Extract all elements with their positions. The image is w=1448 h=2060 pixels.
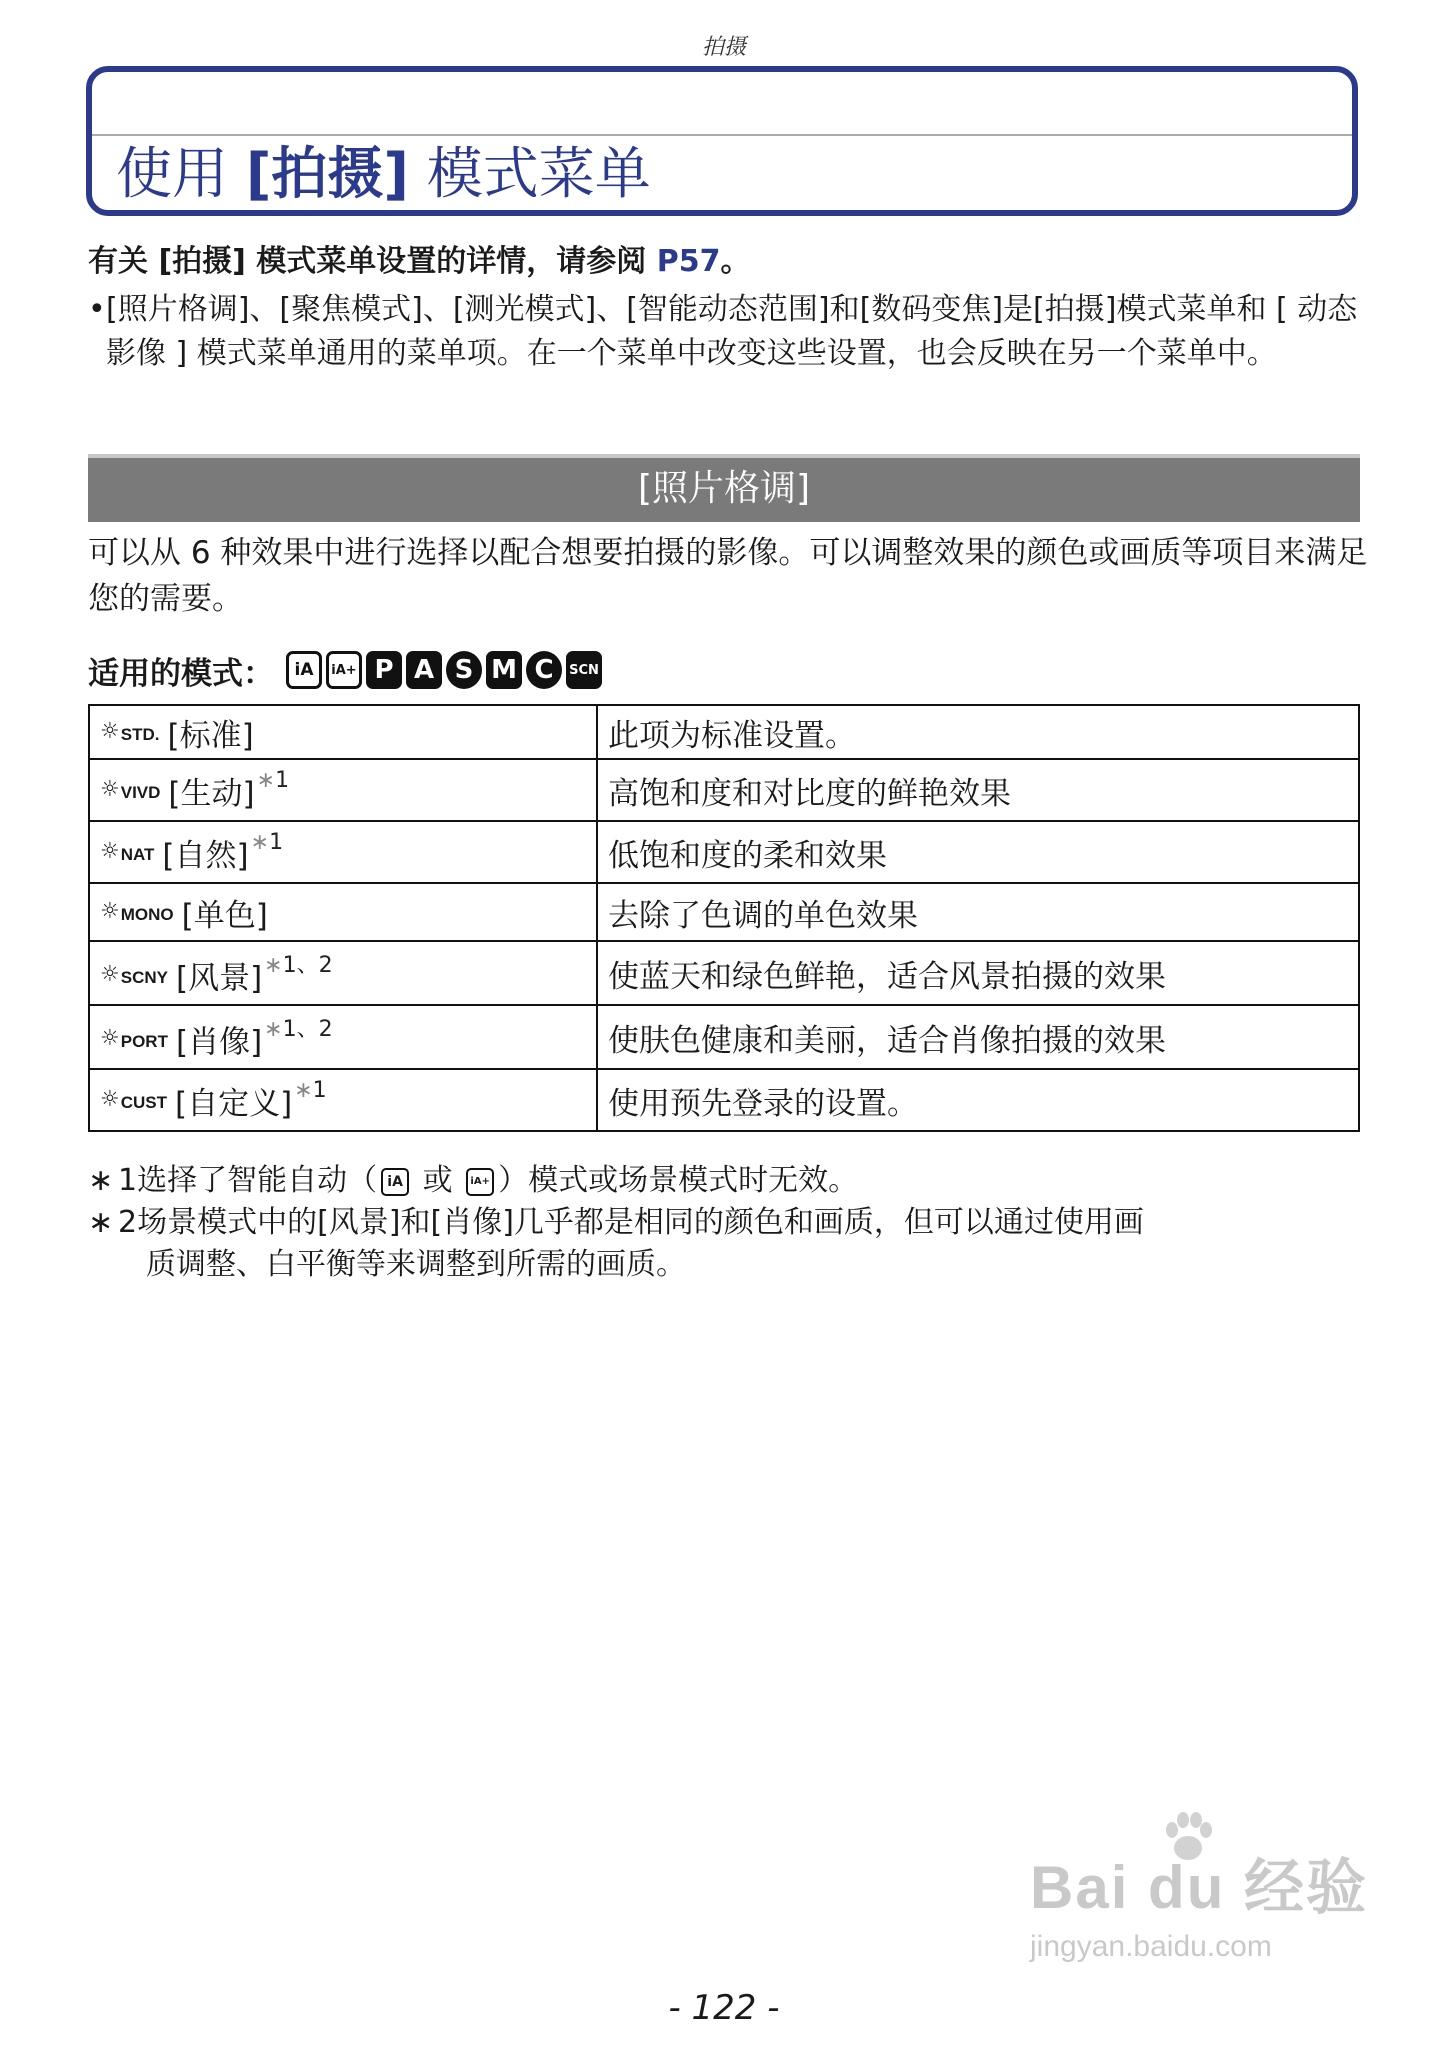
style-description: 高饱和度和对比度的鲜艳效果 (597, 759, 1359, 821)
style-cell (89, 883, 597, 941)
table-row (89, 1005, 1359, 1069)
footnote-ref: ∗1 (250, 830, 284, 856)
style-name: [标准] (167, 717, 254, 754)
style-description: 去除了色调的单色效果 (597, 883, 1359, 941)
table-row (89, 759, 1359, 821)
ia-plus-mode-icon: iA+ (466, 1168, 494, 1196)
title-divider (92, 134, 1352, 136)
footnote-1-mid: 或 (413, 1163, 463, 1198)
bullet-icon: • (88, 292, 106, 327)
page-reference-link[interactable]: P57 (656, 244, 721, 279)
style-description: 低饱和度的柔和效果 (597, 821, 1359, 883)
style-description: 使蓝天和绿色鲜艳，适合风景拍摄的效果 (597, 941, 1359, 1005)
applicable-modes-label: 适用的模式： (88, 655, 274, 692)
photo-style-icon: ☼ NAT (100, 839, 155, 864)
table-row (89, 883, 1359, 941)
section-label: 拍摄 (701, 35, 746, 60)
style-name: [生动] (168, 775, 255, 812)
title-part-1: 使用 (116, 142, 246, 207)
footnote-2-line-1: 2场景模式中的[风景]和[肖像]几乎都是相同的颜色和画质，但可以通过使用画 (118, 1205, 1144, 1240)
footnote-mark: ∗ (88, 1163, 114, 1198)
photo-style-icon: ☼ VIVD (100, 777, 161, 802)
style-cell (89, 1005, 597, 1069)
section-heading: [照片格调] (88, 454, 1360, 522)
photo-style-table (88, 704, 1360, 1132)
watermark-url: jingyan.baidu.com (1030, 1930, 1272, 1963)
style-name: [肖像] (175, 1024, 263, 1061)
watermark (1030, 1840, 1368, 1964)
footnote-1-pre: 1选择了智能自动（ (118, 1163, 378, 1198)
photo-style-icon: ☼ CUST (100, 1087, 168, 1112)
ia-mode-icon: iA (381, 1168, 409, 1196)
style-name: [自定义] (175, 1085, 293, 1122)
shared-menu-note (88, 288, 1368, 376)
style-cell (89, 1069, 597, 1131)
table-row (89, 1069, 1359, 1131)
style-name: [自然] (162, 837, 249, 874)
style-description: 此项为标准设置。 (597, 705, 1359, 759)
style-name: [单色] (181, 897, 268, 934)
photo-style-icon: ☼ PORT (100, 1026, 168, 1052)
table-row (89, 821, 1359, 883)
page-title-box (86, 66, 1358, 216)
style-description: 使用预先登录的设置。 (597, 1069, 1359, 1131)
c-mode-icon: C (526, 651, 562, 689)
footnote-ref: ∗1 (294, 1078, 327, 1104)
shared-menu-note-text: [照片格调]、[聚焦模式]、[测光模式]、[智能动态范围]和[数码变焦]是[拍摄]模式菜单和 [ 动态影像 ] 模式菜单通用的菜单项。在一个菜单中改变这些设置，也会反映在另一个菜单中。 (106, 292, 1358, 371)
table-row (89, 941, 1359, 1005)
ia-plus-mode-icon: iA+ (326, 651, 362, 689)
photo-style-icon: ☼ STD. (100, 719, 160, 744)
m-mode-icon: M (486, 651, 522, 689)
p-mode-icon: P (366, 651, 402, 689)
page-number: - 122 - (668, 1988, 780, 2028)
footnote-1-post: ）模式或场景模式时无效。 (498, 1163, 859, 1198)
s-mode-icon: S (446, 651, 482, 689)
watermark-brand: Bai du 经验 (1030, 1854, 1369, 1921)
footnote-ref: ∗1、2 (264, 953, 333, 979)
intro-lead: 有关 [拍摄] 模式菜单设置的详情，请参阅 (88, 244, 657, 279)
applicable-modes (88, 646, 606, 694)
intro-end: 。 (720, 244, 751, 279)
footnote-2-line-2: 质调整、白平衡等来调整到所需的画质。 (146, 1247, 686, 1282)
style-description: 使肤色健康和美丽，适合肖像拍摄的效果 (597, 1005, 1359, 1069)
intro-line (88, 240, 1368, 284)
footnote-mark: ∗ (88, 1205, 114, 1240)
table-row (89, 705, 1359, 759)
style-cell (89, 821, 597, 883)
photo-style-icon: ☼ MONO (100, 899, 174, 924)
a-mode-icon: A (406, 651, 442, 689)
scn-mode-icon: SCN (566, 651, 602, 689)
style-cell (89, 705, 597, 759)
section-description: 可以从 6 种效果中进行选择以配合想要拍摄的影像。可以调整效果的颜色或画质等项目来满足您的需要。 (88, 535, 1368, 617)
page-title (116, 144, 651, 206)
ia-mode-icon: iA (286, 651, 322, 689)
footnote-ref: ∗1、2 (264, 1017, 333, 1043)
style-cell (89, 941, 597, 1005)
title-part-2: [拍摄] (245, 142, 409, 207)
style-name: [风景] (175, 960, 263, 997)
style-cell (89, 759, 597, 821)
photo-style-icon: ☼ SCNY (100, 962, 168, 988)
footnote-ref: ∗1 (256, 768, 290, 794)
footnote-2 (88, 1202, 1368, 1286)
footnotes (88, 1160, 1368, 1286)
title-part-3: 模式菜单 (409, 142, 651, 207)
footnote-1 (88, 1160, 1368, 1202)
